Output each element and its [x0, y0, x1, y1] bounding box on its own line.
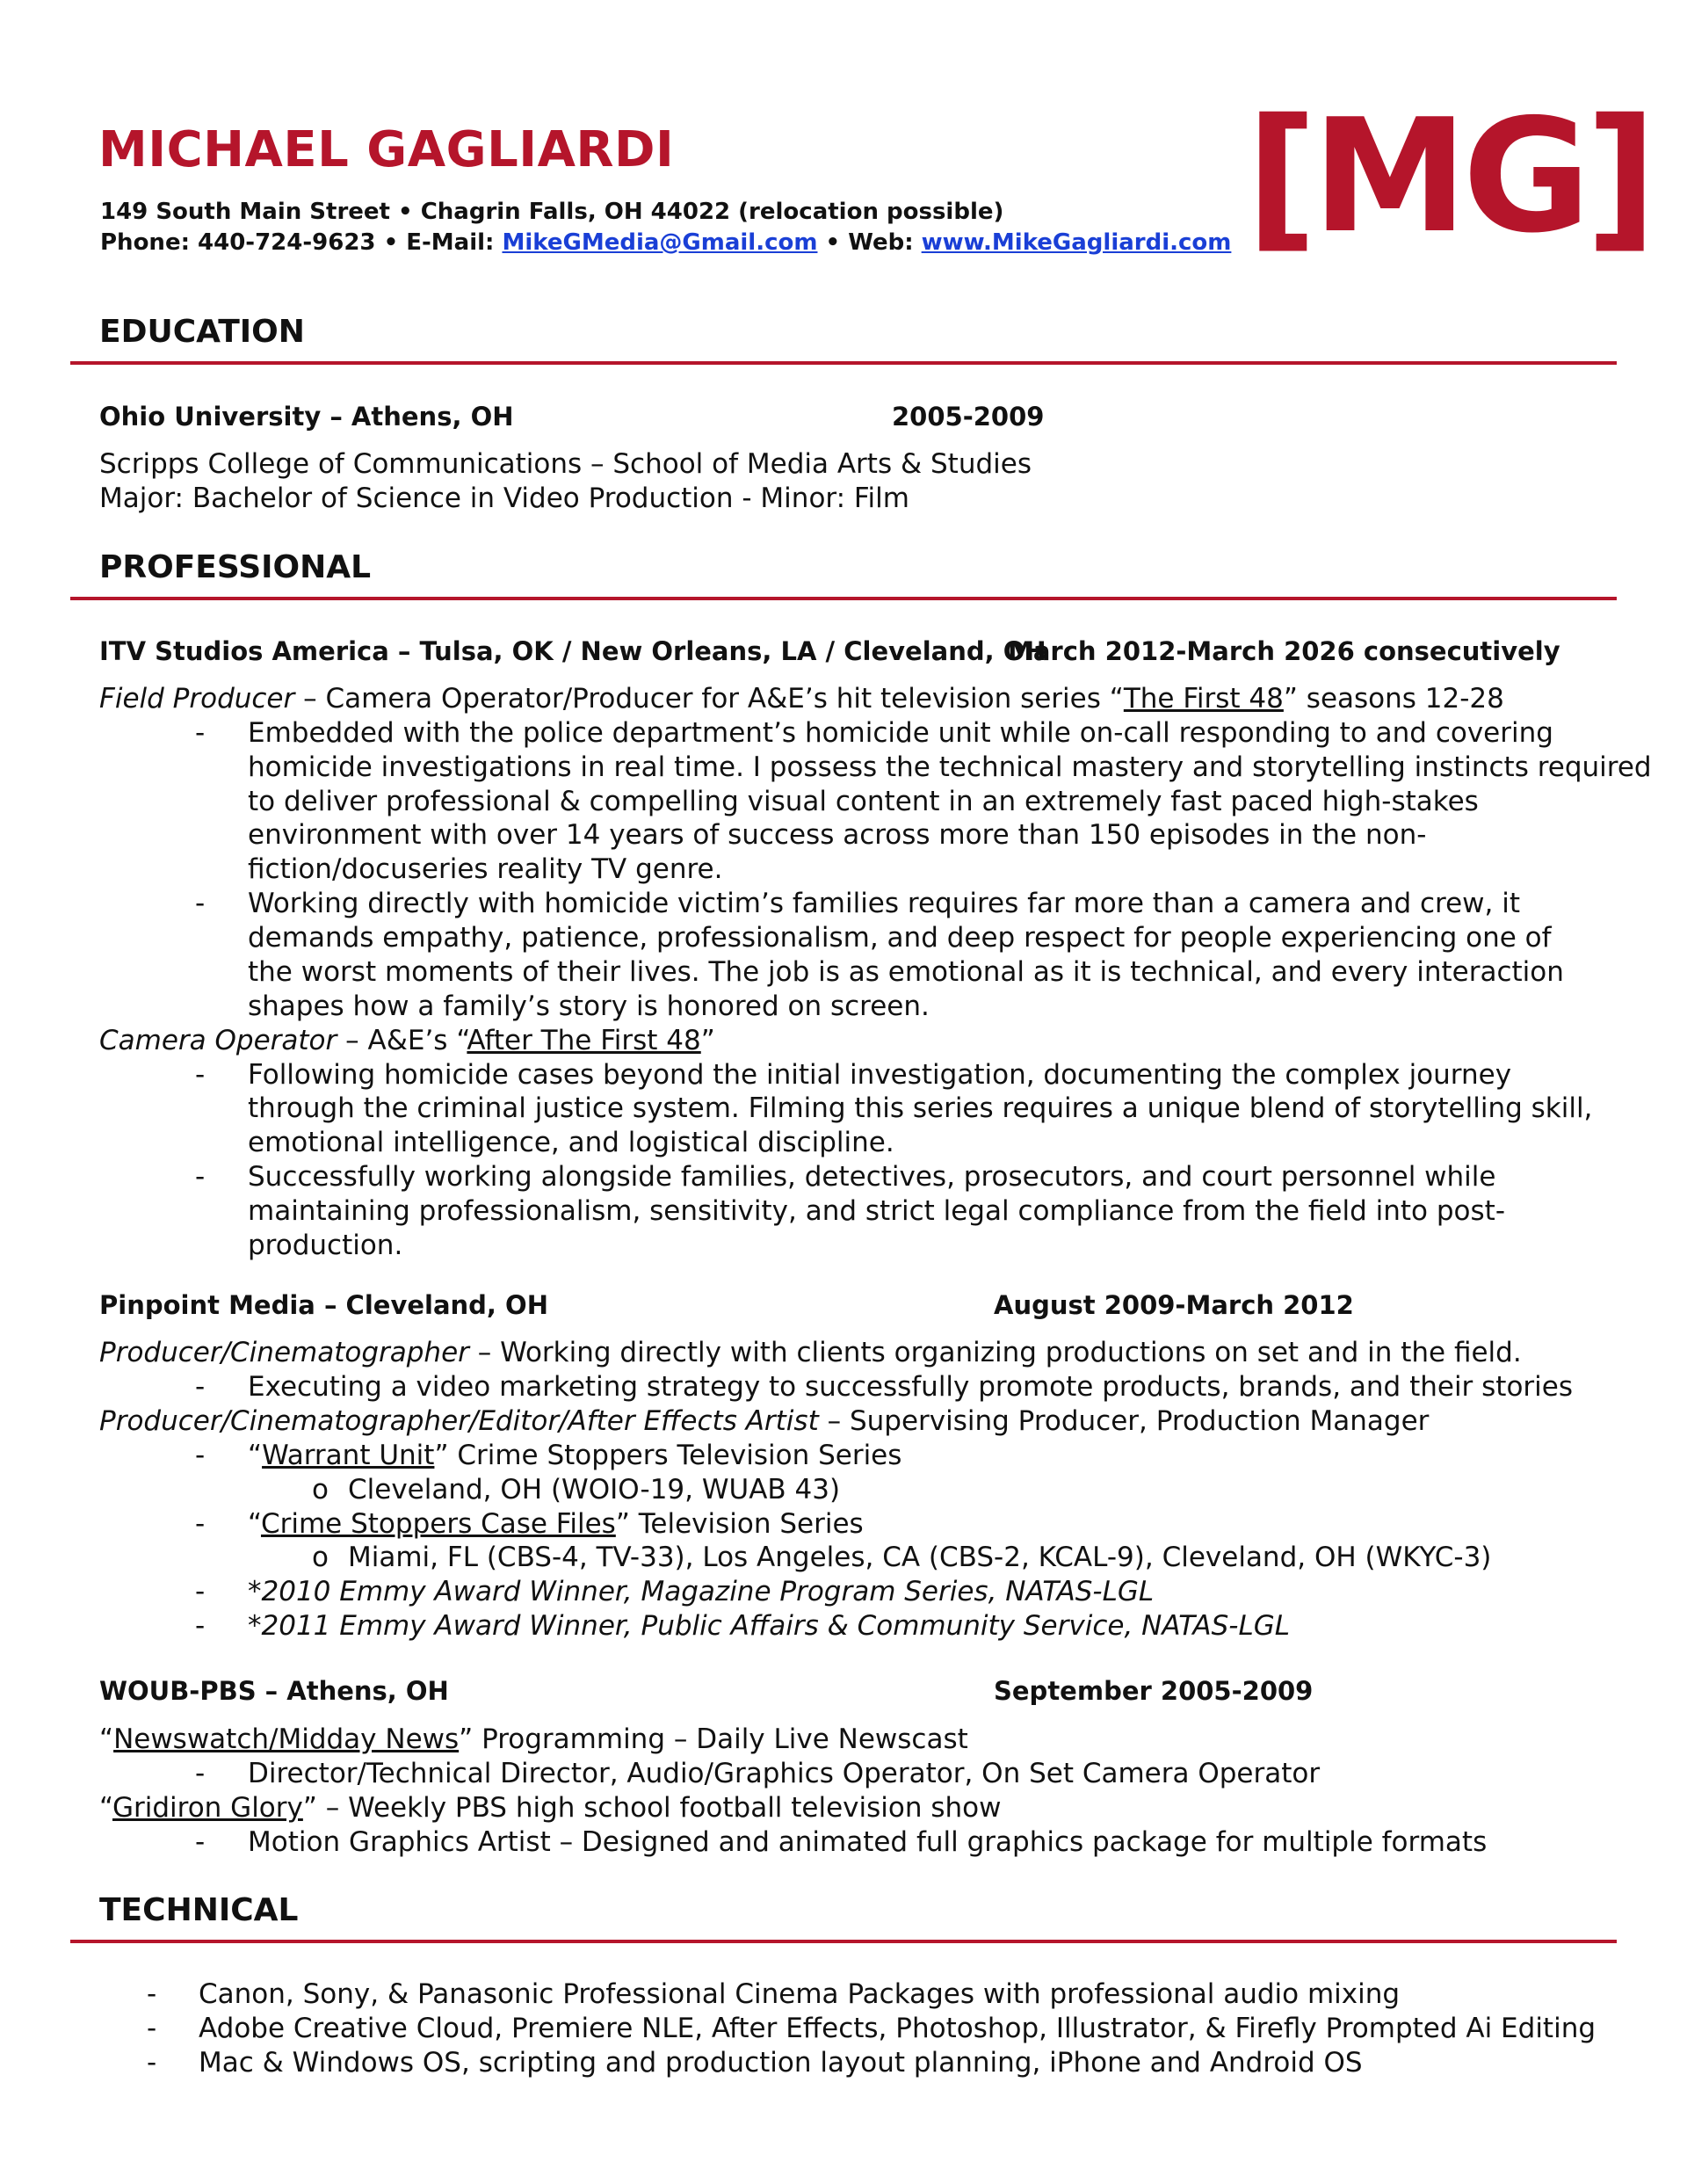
show-line	[248, 1508, 864, 1540]
bullet-dash: -	[195, 888, 206, 919]
show-title: After The First 48	[467, 1025, 701, 1056]
education-years: 2005-2009	[892, 402, 1045, 432]
professional-heading: PROFESSIONAL	[99, 549, 372, 585]
role-desc: – Supervising Producer, Production Manager	[818, 1405, 1430, 1437]
address-line: 149 South Main Street • Chagrin Falls, OH 44022 (relocation possible)	[100, 199, 1004, 225]
bullet-dash: -	[195, 1826, 206, 1858]
education-college: Scripps College of Communications – School of Media Arts & Studies	[99, 448, 1032, 480]
pinpoint-dates: August 2009-March 2012	[994, 1290, 1354, 1320]
bullet-dash: -	[147, 1978, 157, 2010]
education-heading: EDUCATION	[99, 314, 305, 350]
bullet-line: Embedded with the police department’s homicide unit while on-call responding to and covering	[248, 717, 1553, 749]
education-divider	[70, 361, 1617, 365]
bullet-line: environment with over 14 years of success across more than 150 episodes in the non-	[248, 819, 1427, 851]
bullet-line: to deliver professional & compelling visual content in an extremely fast paced high-stakes	[248, 786, 1479, 817]
show-desc: ” Programming – Daily Live Newscast	[459, 1723, 968, 1755]
bullet-dash: -	[147, 2013, 157, 2044]
show-title: The First 48	[1123, 683, 1284, 715]
bullet-line: Working directly with homicide victim’s families requires far more than a camera and crew, it	[248, 888, 1521, 919]
website-link[interactable]: www.MikeGagliardi.com	[921, 229, 1232, 256]
award-line: *2010 Emmy Award Winner, Magazine Program Series, NATAS-LGL	[248, 1576, 1155, 1607]
bullet-line: the worst moments of their lives. The job is as emotional as it is technical, and every interaction	[248, 956, 1564, 988]
quote: “	[99, 1792, 112, 1824]
bullet-line: Executing a video marketing strategy to successfully promote products, brands, and their stories	[248, 1371, 1574, 1403]
bullet-line: Successfully working alongside families, detectives, prosecutors, and court personnel while	[248, 1161, 1496, 1193]
bullet-dash: -	[195, 1059, 206, 1091]
pinpoint-company: Pinpoint Media – Cleveland, OH	[99, 1290, 548, 1320]
role-title: Camera Operator	[99, 1025, 337, 1056]
bullet-dash: -	[195, 1440, 206, 1471]
bullet-line: homicide investigations in real time. I possess the technical mastery and storytelling instincts required	[248, 751, 1652, 783]
show-title: Gridiron Glory	[112, 1792, 303, 1824]
quote: “	[248, 1440, 263, 1471]
bullet-dash: -	[195, 1576, 206, 1607]
education-school: Ohio University – Athens, OH	[99, 402, 514, 432]
quote: “	[99, 1723, 114, 1755]
bullet-line: maintaining professionalism, sensitivity, and strict legal compliance from the field into post-	[248, 1195, 1506, 1227]
woub-company: WOUB-PBS – Athens, OH	[99, 1676, 449, 1706]
woub-show-gridiron	[99, 1792, 1002, 1824]
technical-item: Adobe Creative Cloud, Premiere NLE, After Effects, Photoshop, Illustrator, & Firefly Prompted Ai Editing	[199, 2013, 1596, 2044]
technical-item: Mac & Windows OS, scripting and production layout planning, iPhone and Android OS	[199, 2047, 1363, 2079]
web-label: • Web:	[817, 229, 922, 256]
show-desc: ” Television Series	[615, 1508, 864, 1540]
show-line	[248, 1440, 901, 1471]
bullet-line: demands empathy, patience, professionalism, and deep respect for people experiencing one of	[248, 922, 1552, 954]
role-desc-end: ” seasons 12-28	[1283, 683, 1504, 715]
bullet-line: Motion Graphics Artist – Designed and animated full graphics package for multiple formats	[248, 1826, 1488, 1858]
role-desc: – Camera Operator/Producer for A&E’s hit television series “	[294, 683, 1124, 715]
education-major: Major: Bachelor of Science in Video Production - Minor: Film	[99, 483, 909, 514]
itv-role-field-producer	[99, 683, 1504, 715]
sub-bullet-text: Miami, FL (CBS-4, TV-33), Los Angeles, CA (CBS-2, KCAL-9), Cleveland, OH (WKYC-3)	[348, 1542, 1492, 1573]
role-desc-end: ”	[700, 1025, 715, 1056]
contact-line	[100, 229, 1231, 256]
itv-role-camera-operator	[99, 1025, 715, 1056]
show-desc: ” – Weekly PBS high school football television show	[302, 1792, 1002, 1824]
pinpoint-role-producer	[99, 1337, 1522, 1368]
role-title: Producer/Cinematographer	[99, 1337, 469, 1368]
quote: “	[248, 1508, 261, 1540]
sub-bullet-text: Cleveland, OH (WOIO-19, WUAB 43)	[348, 1474, 841, 1506]
bullet-line: through the criminal justice system. Filming this series requires a unique blend of storytelling skill,	[248, 1092, 1593, 1124]
candidate-name: MICHAEL GAGLIARDI	[98, 121, 675, 178]
role-desc: – Working directly with clients organizing productions on set and in the field.	[468, 1337, 1522, 1368]
bullet-dash: -	[195, 1610, 206, 1642]
show-title: Crime Stoppers Case Files	[260, 1508, 616, 1540]
bullet-dash: -	[195, 1161, 206, 1193]
bullet-line: fiction/docuseries reality TV genre.	[248, 853, 723, 885]
woub-show-newswatch	[99, 1723, 968, 1755]
bullet-line: production.	[248, 1230, 403, 1261]
bullet-line: shapes how a family’s story is honored on screen.	[248, 990, 930, 1022]
technical-item: Canon, Sony, & Panasonic Professional Cinema Packages with professional audio mixing	[199, 1978, 1401, 2010]
role-title: Producer/Cinematographer/Editor/After Effects Artist	[99, 1405, 819, 1437]
bullet-line: Director/Technical Director, Audio/Graphics Operator, On Set Camera Operator	[248, 1758, 1321, 1789]
pinpoint-role-editor	[99, 1405, 1429, 1437]
bullet-line: emotional intelligence, and logistical discipline.	[248, 1127, 894, 1158]
technical-divider	[70, 1940, 1617, 1943]
itv-company: ITV Studios America – Tulsa, OK / New Orleans, LA / Cleveland, OH	[99, 636, 1046, 666]
bullet-dash: -	[195, 1758, 206, 1789]
bullet-line: Following homicide cases beyond the initial investigation, documenting the complex journey	[248, 1059, 1512, 1091]
phone-label: Phone: 440-724-9623 • E-Mail:	[100, 229, 503, 256]
professional-divider	[70, 597, 1617, 600]
technical-heading: TECHNICAL	[99, 1892, 299, 1928]
bullet-dash: -	[195, 1371, 206, 1403]
show-title: Newswatch/Midday News	[113, 1723, 460, 1755]
itv-dates: March 2012-March 2026 consecutively	[1008, 636, 1560, 666]
sub-bullet: o	[312, 1542, 329, 1573]
bullet-dash: -	[195, 1508, 206, 1540]
woub-dates: September 2005-2009	[994, 1676, 1314, 1706]
email-link[interactable]: MikeGMedia@Gmail.com	[502, 229, 818, 256]
award-line: *2011 Emmy Award Winner, Public Affairs & Community Service, NATAS-LGL	[248, 1610, 1291, 1642]
role-desc: – A&E’s “	[337, 1025, 467, 1056]
mg-logo: [MG]	[1246, 85, 1652, 267]
show-desc: ” Crime Stoppers Television Series	[434, 1440, 902, 1471]
show-title: Warrant Unit	[262, 1440, 435, 1471]
bullet-dash: -	[195, 717, 206, 749]
sub-bullet: o	[312, 1474, 329, 1506]
bullet-dash: -	[147, 2047, 157, 2079]
role-title: Field Producer	[99, 683, 295, 715]
